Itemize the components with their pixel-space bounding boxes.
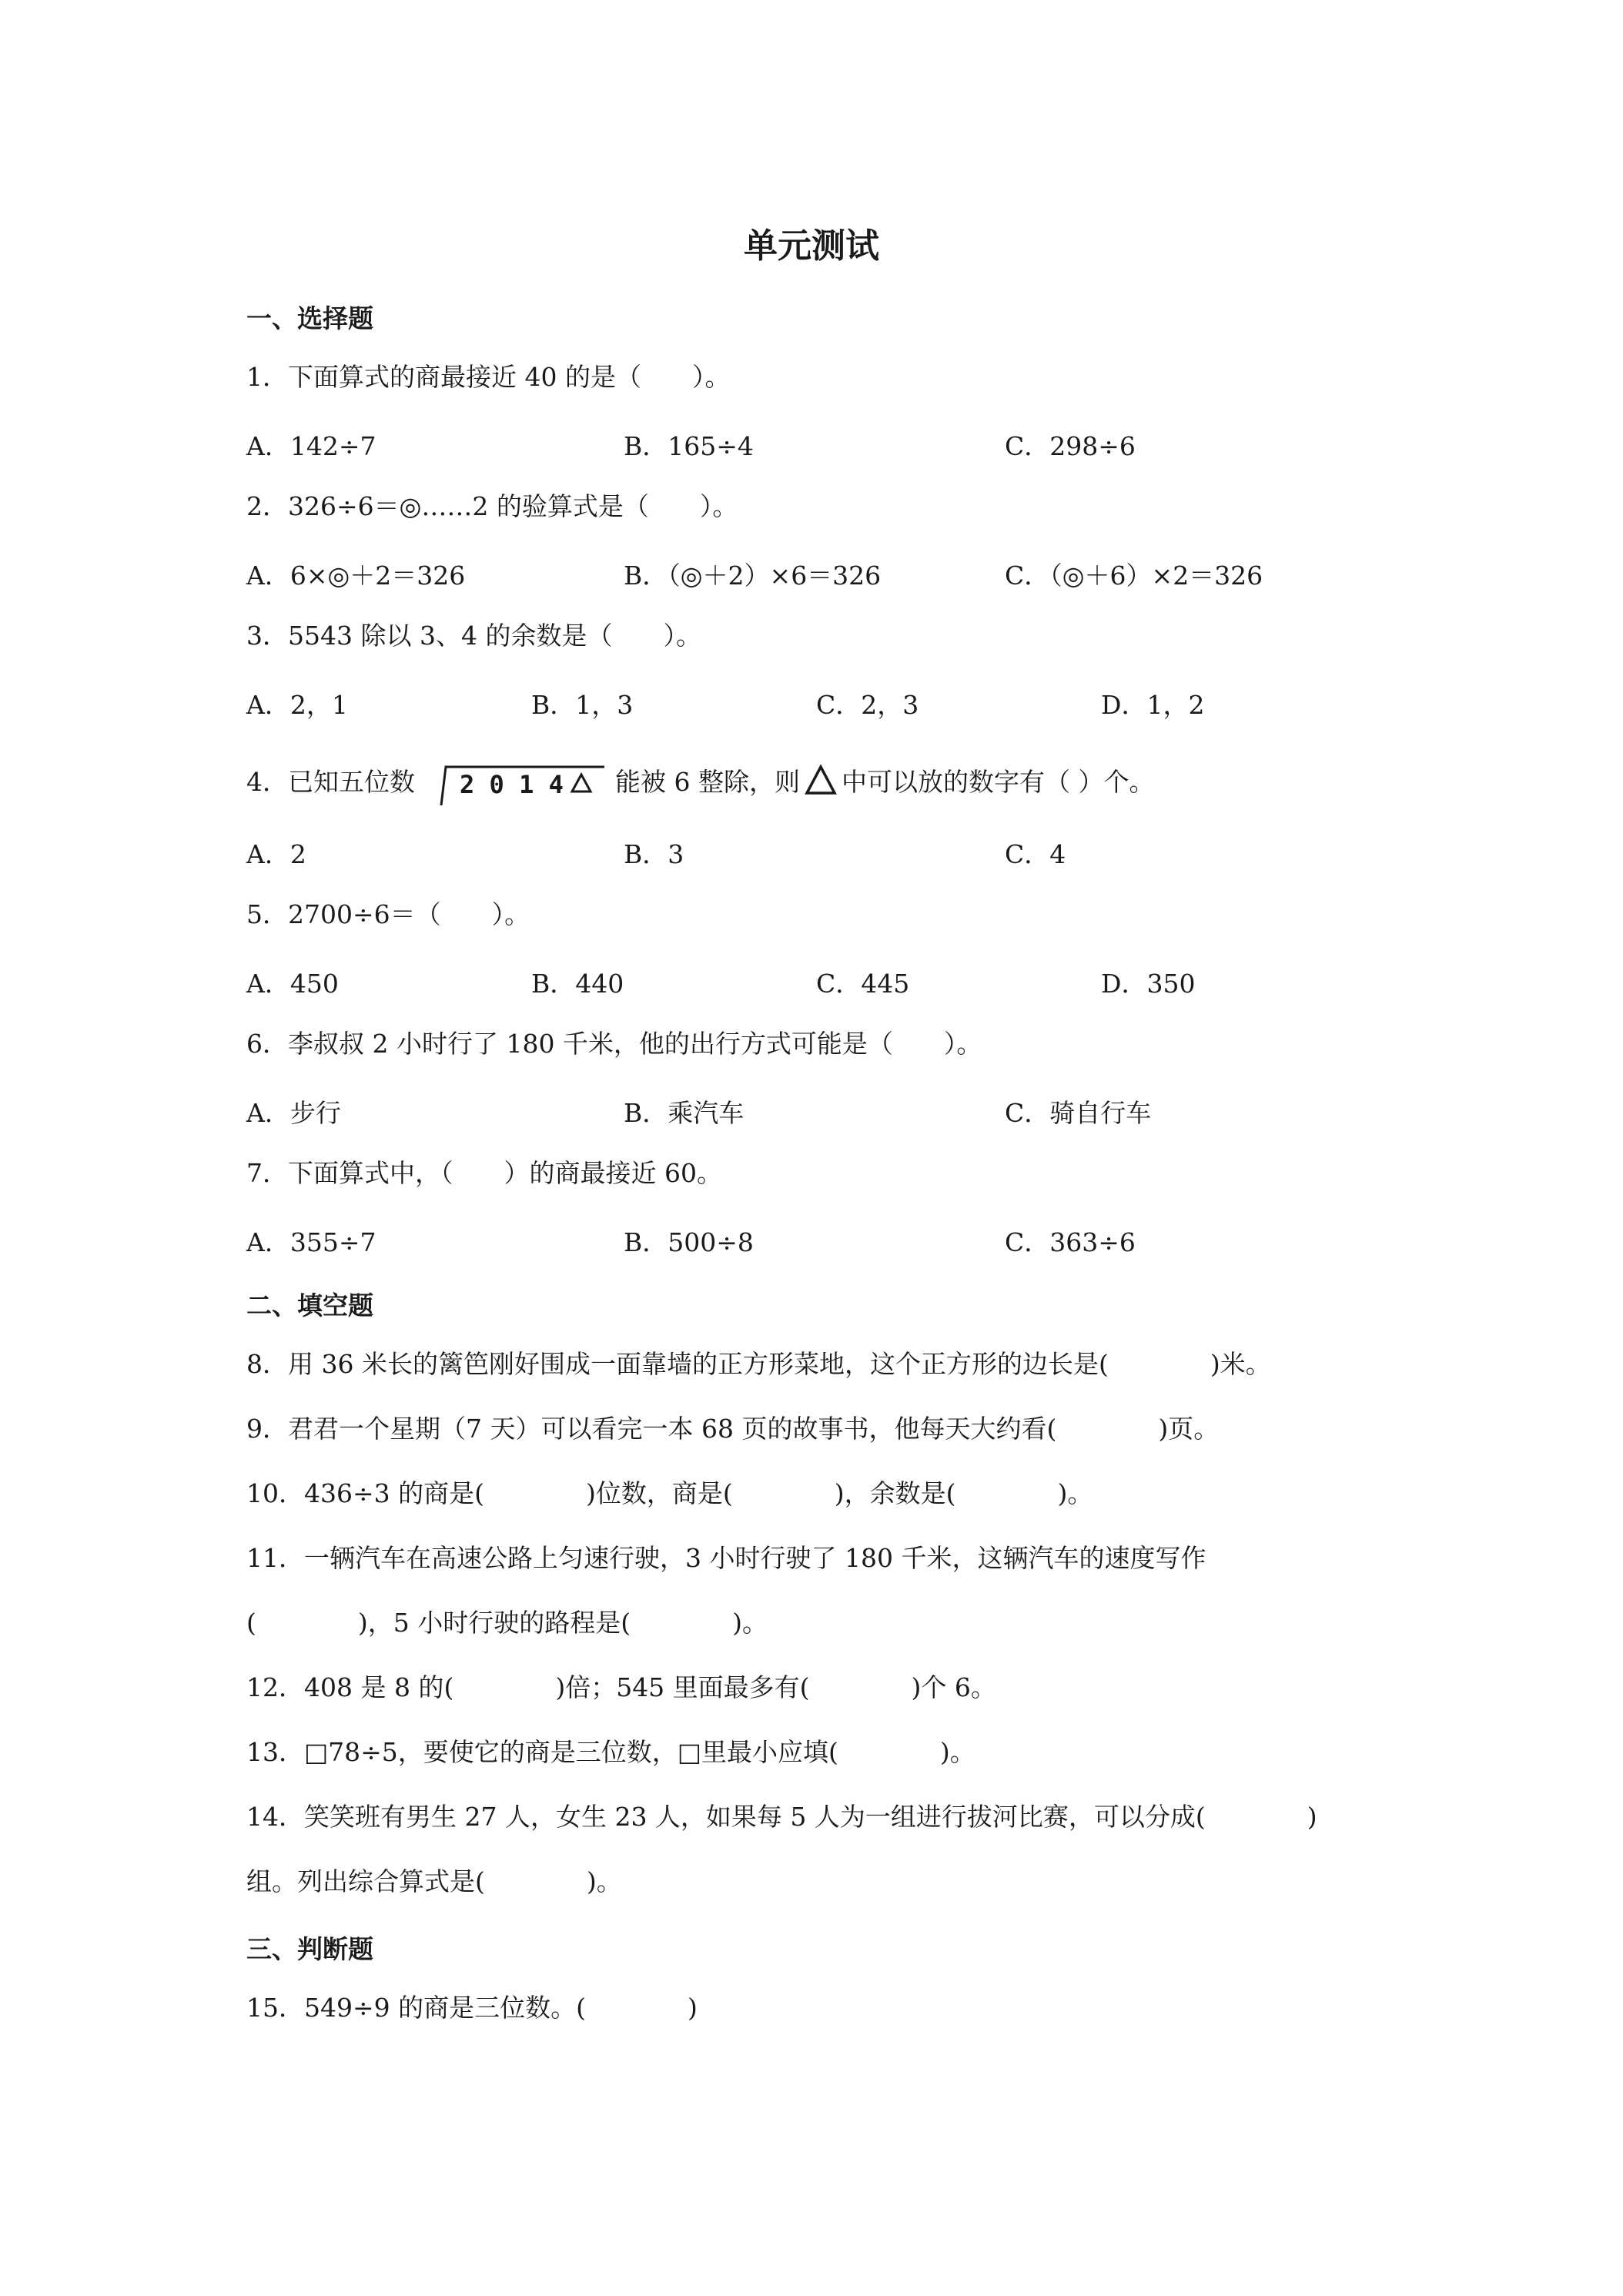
question-15: 15．549÷9 的商是三位数。( ) <box>246 1993 698 2023</box>
q4-middle: 能被 6 整除，则 <box>615 766 800 797</box>
question-11-line-1: 11．一辆汽车在高速公路上匀速行驶，3 小时行驶了 180 千米，这辆汽车的速度写作 <box>246 1543 1206 1573</box>
question-10: 10．436÷3 的商是( )位数，商是( )，余数是( )。 <box>246 1478 1093 1508</box>
q4-option-c: C．4 <box>1005 839 1066 869</box>
q7-option-c: C．363÷6 <box>1005 1227 1136 1257</box>
question-13: 13．□78÷5，要使它的商是三位数，□里最小应填( )。 <box>246 1737 975 1767</box>
question-7: 7．下面算式中，（ ）的商最接近 60。 <box>246 1158 722 1188</box>
q5-option-d: D．350 <box>1101 969 1196 999</box>
q3-option-c: C．2，3 <box>816 690 919 720</box>
question-9: 9．君君一个星期（7 天）可以看完一本 68 页的故事书，他每天大约看( )页。 <box>246 1414 1220 1444</box>
q2-option-a: A．6×◎＋2＝326 <box>246 561 466 591</box>
page-title: 单元测试 <box>744 226 879 266</box>
question-12: 12．408 是 8 的( )倍；545 里面最多有( )个 6。 <box>246 1672 996 1702</box>
q4-suffix: 中可以放的数字有（ ）个。 <box>841 766 1155 797</box>
question-11-line-2: ( )，5 小时行驶的路程是( )。 <box>246 1608 768 1638</box>
q7-option-a: A．355÷7 <box>246 1227 376 1257</box>
triangle-icon <box>803 762 838 798</box>
q1-option-b: B．165÷4 <box>624 431 754 461</box>
q5-option-b: B．440 <box>531 969 624 999</box>
q3-option-b: B．1，3 <box>531 690 634 720</box>
question-6: 6．李叔叔 2 小时行了 180 千米，他的出行方式可能是（ ）。 <box>246 1029 982 1059</box>
question-14-line-1: 14．笑笑班有男生 27 人，女生 23 人，如果每 5 人为一组进行拔河比赛，可以分成( ) <box>246 1802 1317 1832</box>
q1-option-c: C．298÷6 <box>1005 431 1136 461</box>
five-digit-number-figure <box>430 753 607 807</box>
q5-option-c: C．445 <box>816 969 910 999</box>
q2-option-c: C．（◎＋6）×2＝326 <box>1005 561 1263 591</box>
q5-option-a: A．450 <box>246 969 339 999</box>
q7-option-b: B．500÷8 <box>624 1227 754 1257</box>
question-14-line-2: 组。列出综合算式是( )。 <box>246 1866 622 1896</box>
question-2: 2．326÷6＝◎……2 的验算式是（ ）。 <box>246 491 738 521</box>
q4-option-b: B．3 <box>624 839 684 869</box>
triangle-icon <box>572 775 591 792</box>
question-8: 8．用 36 米长的篱笆刚好围成一面靠墙的正方形菜地，这个正方形的边长是( )米。 <box>246 1349 1271 1379</box>
q4-prefix: 4．已知五位数 <box>246 766 415 797</box>
q3-option-d: D．1，2 <box>1101 690 1205 720</box>
question-4 <box>246 753 1154 807</box>
q3-option-a: A．2，1 <box>246 690 348 720</box>
section-heading-judge: 三、判断题 <box>246 1934 373 1964</box>
section-heading-fill: 二、填空题 <box>246 1290 373 1320</box>
q4-option-a: A．2 <box>246 839 306 869</box>
q1-option-a: A．142÷7 <box>246 431 376 461</box>
q6-option-a: A．步行 <box>246 1098 341 1128</box>
question-5: 5．2700÷6＝（ ）。 <box>246 899 530 929</box>
question-3: 3．5543 除以 3、4 的余数是（ ）。 <box>246 621 701 651</box>
q2-option-b: B．（◎＋2）×6＝326 <box>624 561 882 591</box>
five-digit-number-digits: 2 0 1 4 <box>460 770 564 799</box>
question-1: 1．下面算式的商最接近 40 的是（ ）。 <box>246 362 731 392</box>
q6-option-b: B．乘汽车 <box>624 1098 745 1128</box>
section-heading-choice: 一、选择题 <box>246 303 373 333</box>
q6-option-c: C．骑自行车 <box>1005 1098 1152 1128</box>
